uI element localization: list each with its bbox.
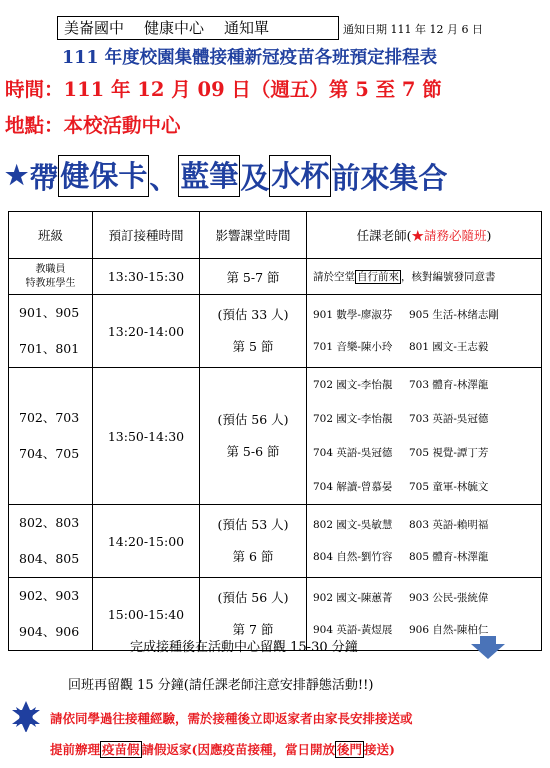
table-row [9, 295, 542, 368]
table-row [9, 368, 542, 505]
notice-header [57, 16, 339, 40]
header-teacher: 任課老師(★請務必隨班) [307, 212, 542, 259]
notice-date: 通知日期 111 年 12 月 6 日 [343, 23, 483, 36]
teacher-cell: 702 國文-李怡靚 703 體育-林澤龍 702 國文-李怡靚 703 英語-吳冠德 704 英語-吳冠德 705 視覺-譚丁芳 704 解讀-曾慕晏 705 童軍-林毓文 [307, 368, 542, 505]
class-cell: 902、903 904、906 [9, 578, 93, 651]
star-icon [10, 700, 42, 732]
item-blue-pen: 藍筆 [178, 155, 240, 197]
bring-items-line [5, 152, 447, 200]
table-row [9, 505, 542, 578]
period-cell: (預估 53 人) 第 6 節 [200, 505, 307, 578]
document-title: 111 年度校園集體接種新冠疫苗各班預定排程表 [62, 48, 438, 68]
vaccine-leave-box: 疫苗假 [102, 742, 140, 757]
teacher-cell: 802 國文-吳敏慧 803 英語-賴明福 804 自然-劉竹容 805 體育-林澤龍 [307, 505, 542, 578]
advice-line-2: 提前辦理 疫苗假 請假返家(因應疫苗接種，當日開放 後門 接送) [50, 742, 395, 757]
header-time: 預訂接種時間 [93, 212, 200, 259]
teacher-cell: 請於空堂 自行前來 ，核對編號發同意書 [307, 259, 542, 295]
place-line: 地點：本校活動中心 [5, 114, 181, 137]
arrow-down-icon [470, 636, 506, 660]
time-cell: 13:50-14:30 [93, 368, 200, 505]
time-cell: 13:20-14:00 [93, 295, 200, 368]
teacher-cell: 901 數學-廖淑芬 905 生活-林绪志剛 701 音樂-陳小玲 801 國文-王志毅 [307, 295, 542, 368]
return-note: 回班再留觀 15 分鐘(請任課老師注意安排靜態活動!!) [68, 678, 374, 693]
bring-prefix: 帶 [29, 160, 59, 195]
period-cell: (預估 56 人) 第 5-6 節 [200, 368, 307, 505]
observation-note: 完成接種後在活動中心留觀 15-30 分鐘 [130, 640, 358, 655]
bring-suffix: 前來集合 [331, 160, 448, 195]
time-cell: 13:30-15:30 [93, 259, 200, 295]
star-icon: ★ [5, 161, 29, 191]
time-cell: 15:00-15:40 [93, 578, 200, 651]
back-gate-box: 後門 [336, 742, 362, 757]
teacher-cell: 902 國文-陳蕙菁 903 公民-張統偉 904 英語-黃煜展 906 自然-陳柏仁 [307, 578, 542, 651]
period-cell: 第 5-7 節 [200, 259, 307, 295]
table-header-row [9, 212, 542, 259]
class-cell: 901、905 701、801 [9, 295, 93, 368]
notice-label: 通知單 [224, 19, 270, 37]
header-class: 班級 [9, 212, 93, 259]
bring-sep2: 及 [240, 160, 270, 195]
item-health-card: 健保卡 [58, 155, 149, 197]
class-cell: 702、703 704、705 [9, 368, 93, 505]
table-row [9, 259, 542, 295]
schedule-table [8, 211, 542, 651]
health-center: 健康中心 [144, 19, 205, 37]
advice-line-1: 請依同學過往接種經驗，需於接種後立即返家者由家長安排接送或 [50, 711, 413, 726]
class-cell: 教職員 特教班學生 [9, 259, 93, 295]
class-cell: 802、803 804、805 [9, 505, 93, 578]
must-accompany-note: ★請務必隨班 [411, 228, 487, 243]
header-affected: 影響課堂時間 [200, 212, 307, 259]
bring-sep1: 、 [149, 160, 179, 195]
time-line: 時間：111 年 12 月 09 日（週五）第 5 至 7 節 [5, 78, 442, 101]
time-cell: 14:20-15:00 [93, 505, 200, 578]
period-cell: (預估 56 人) 第 7 節 [200, 578, 307, 651]
school-name: 美崙國中 [64, 19, 125, 37]
item-water-cup: 水杯 [269, 155, 331, 197]
period-cell: (預估 33 人) 第 5 節 [200, 295, 307, 368]
